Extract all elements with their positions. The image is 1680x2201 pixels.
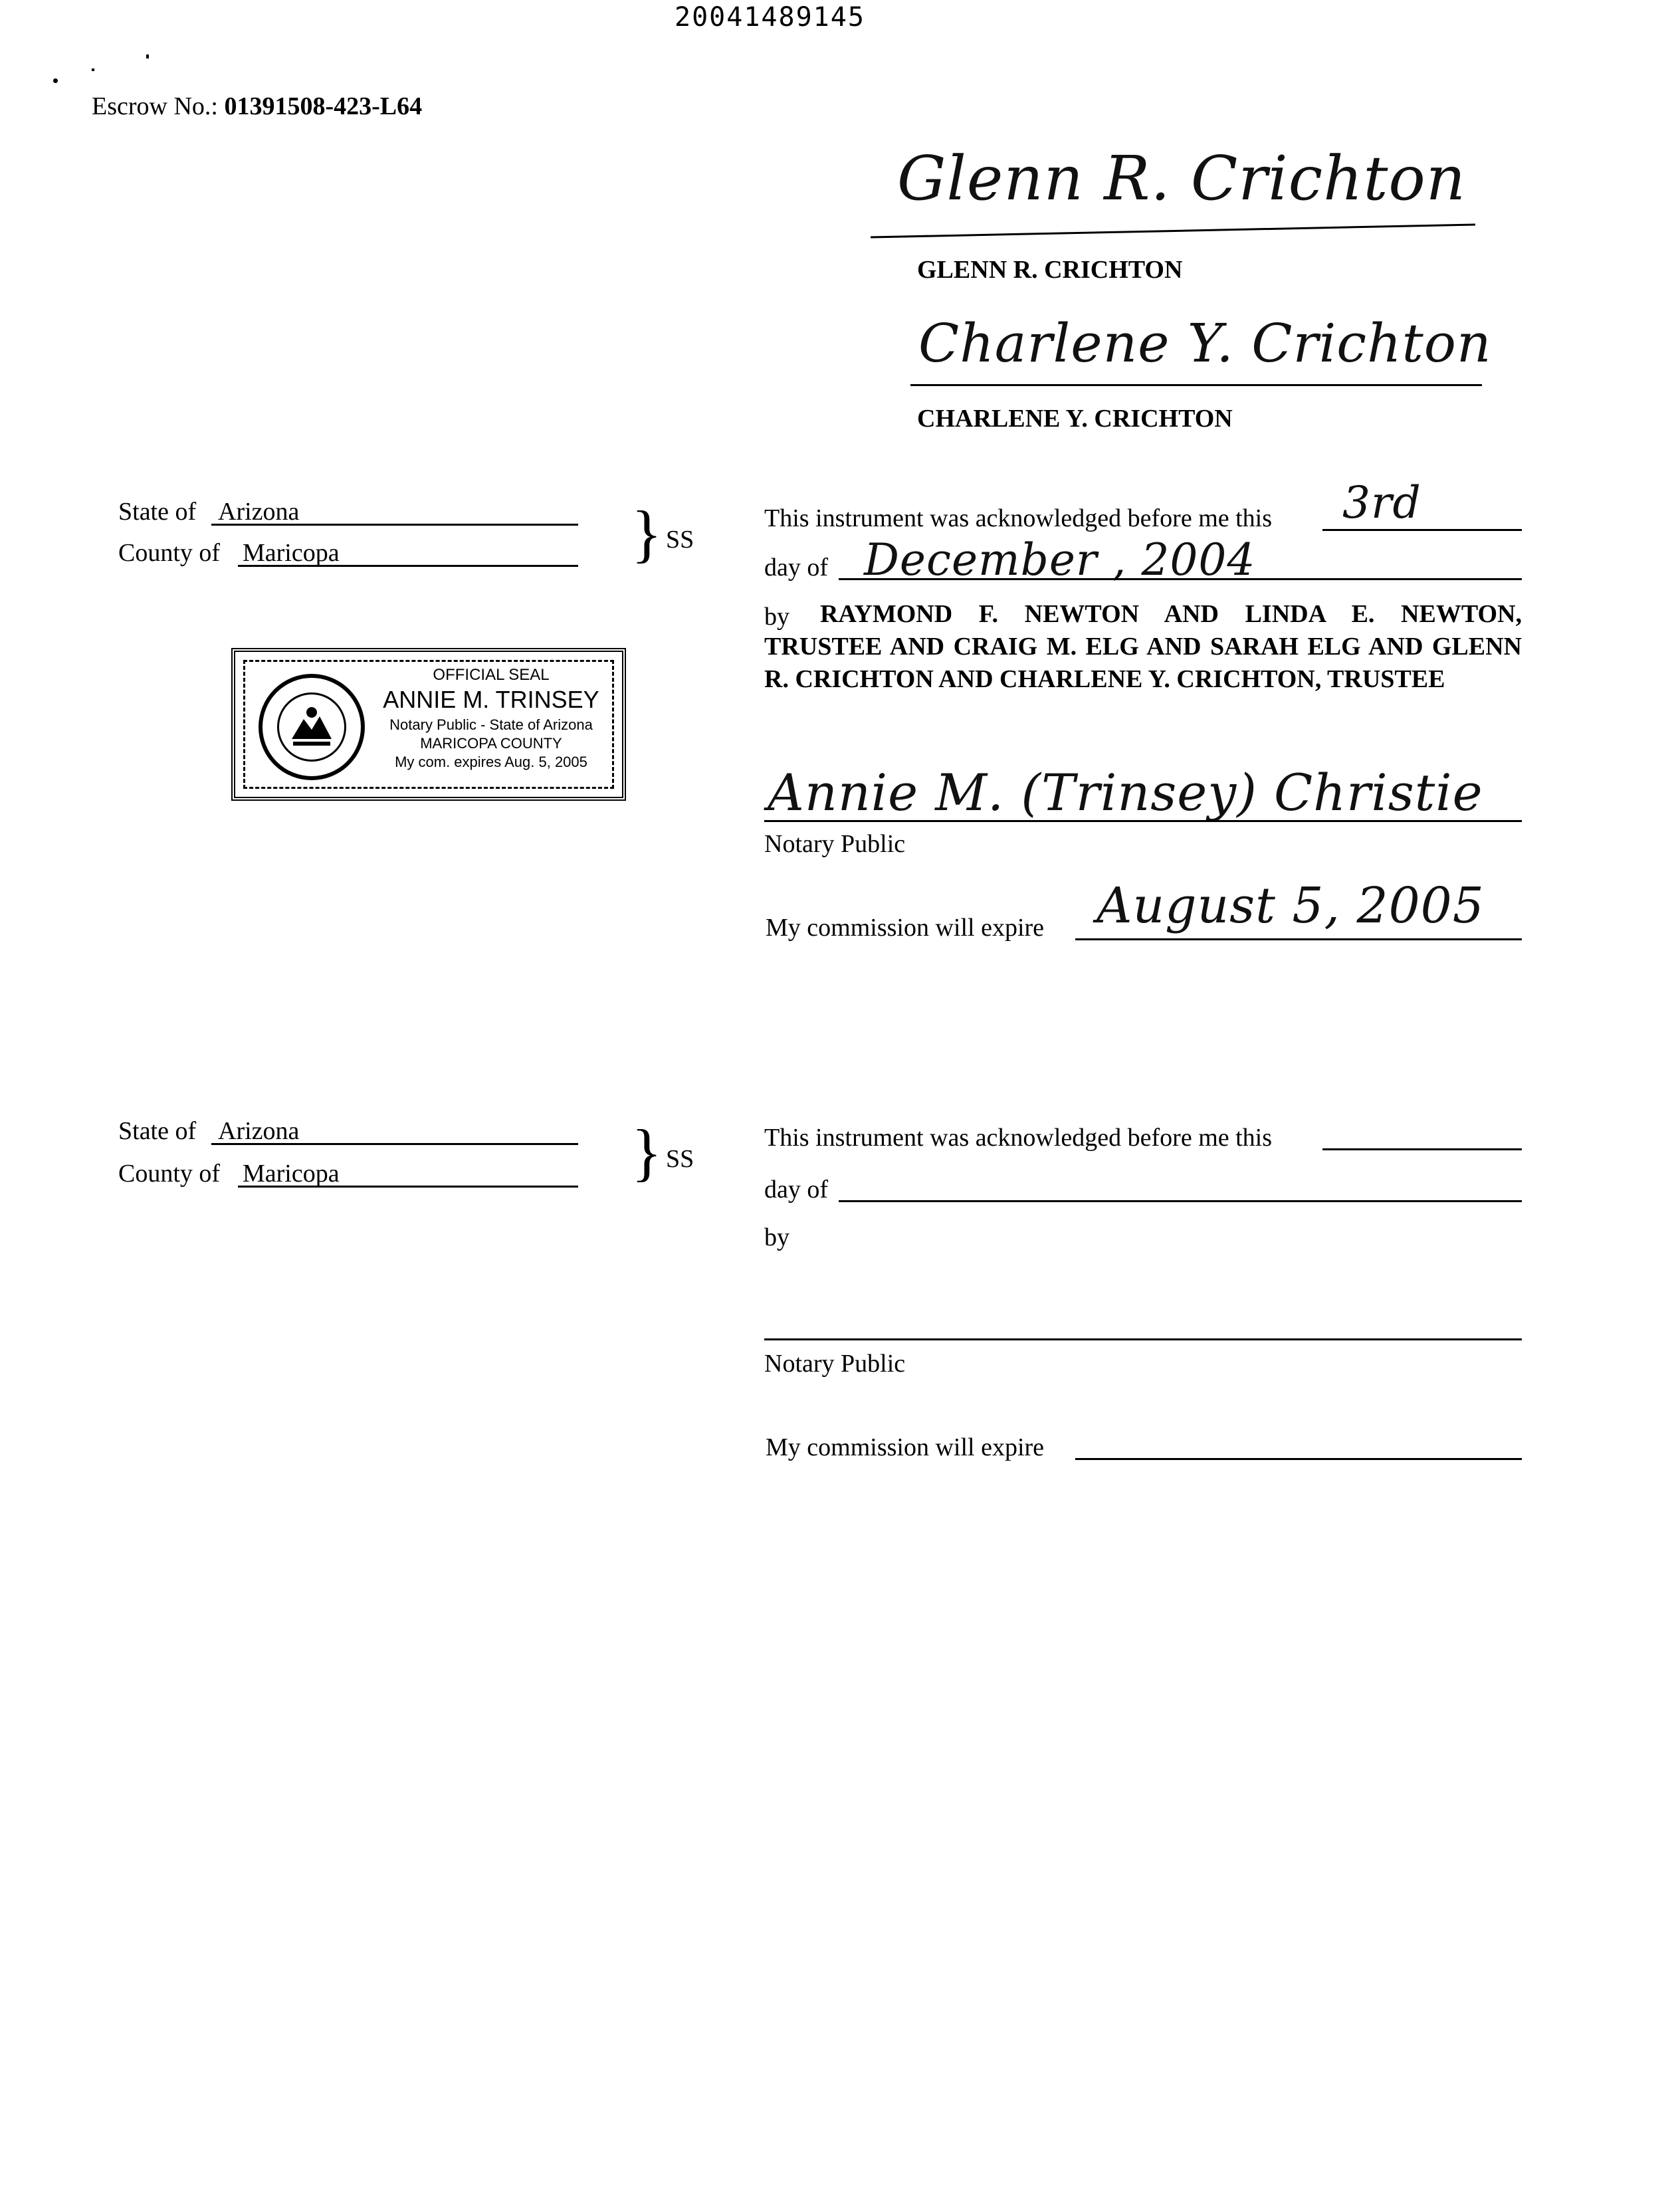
ack-date: December , 2004 xyxy=(864,534,1256,585)
ss-label: SS xyxy=(666,1145,694,1173)
day-of-label: day of xyxy=(764,554,829,581)
ack-day: 3rd xyxy=(1342,477,1421,528)
county-label: County of xyxy=(118,1160,221,1188)
by-label: by xyxy=(764,603,789,631)
by-label: by xyxy=(764,1223,789,1251)
notary-label: Notary Public xyxy=(764,1350,906,1378)
escrow-number: 01391508-423-L64 xyxy=(224,92,423,120)
signature-line xyxy=(910,384,1482,386)
state-value: Arizona xyxy=(218,1117,300,1145)
notary-seal-stamp xyxy=(231,648,626,801)
date-line xyxy=(839,1200,1522,1202)
seal-title: OFFICIAL SEAL xyxy=(433,666,550,684)
scan-speck xyxy=(92,68,94,71)
commission-label: My commission will expire xyxy=(766,1433,1045,1461)
seal-name: ANNIE M. TRINSEY xyxy=(383,686,599,713)
state-line xyxy=(211,1143,578,1145)
state-label: State of xyxy=(118,498,197,526)
commission-line xyxy=(1075,1458,1522,1460)
state-seal-icon xyxy=(259,674,365,780)
county-line xyxy=(238,565,578,567)
day-line xyxy=(1322,529,1522,531)
seal-line-3: My com. expires Aug. 5, 2005 xyxy=(395,754,587,770)
signature-charlene: Charlene Y. Crichton xyxy=(918,312,1492,374)
notary-label: Notary Public xyxy=(764,830,906,858)
brace: } xyxy=(631,1116,663,1188)
ss-label: SS xyxy=(666,526,694,554)
commission-date: August 5, 2005 xyxy=(1097,877,1485,934)
signature-glenn: Glenn R. Crichton xyxy=(897,143,1467,214)
escrow-line xyxy=(92,92,422,121)
notary-signature: Annie M. (Trinsey) Christie xyxy=(768,763,1483,822)
commission-line xyxy=(1075,938,1522,940)
commission-label: My commission will expire xyxy=(766,914,1045,942)
ack-intro: This instrument was acknowledged before me this xyxy=(764,504,1273,532)
signature-line xyxy=(871,223,1475,238)
seal-line-2: MARICOPA COUNTY xyxy=(420,735,562,752)
brace: } xyxy=(631,498,663,569)
scan-speck xyxy=(146,54,149,58)
scan-speck xyxy=(53,78,58,83)
state-line xyxy=(211,524,578,526)
day-line xyxy=(1322,1148,1522,1150)
county-label: County of xyxy=(118,539,221,567)
ack-intro: This instrument was acknowledged before me this xyxy=(764,1124,1273,1152)
notary-line xyxy=(764,820,1522,822)
county-value: Maricopa xyxy=(243,1160,340,1188)
ack-parties: RAYMOND F. NEWTON AND LINDA E. NEWTON, TRUSTEE AND CRAIG M. ELG AND SARAH ELG AND GLENN R. CRICHTON AND CHARLENE Y. CRICHTON, TRUSTEE xyxy=(764,600,1522,693)
state-value: Arizona xyxy=(218,498,300,526)
seal-border xyxy=(243,660,614,789)
county-value: Maricopa xyxy=(243,539,340,567)
state-label: State of xyxy=(118,1117,197,1145)
date-line xyxy=(839,578,1522,580)
seal-line-1: Notary Public - State of Arizona xyxy=(389,716,593,733)
signer-name-charlene: CHARLENE Y. CRICHTON xyxy=(917,405,1233,433)
signer-name-glenn: GLENN R. CRICHTON xyxy=(917,256,1183,284)
escrow-label: Escrow No.: xyxy=(92,92,218,120)
county-line xyxy=(238,1186,578,1188)
notary-line xyxy=(764,1338,1522,1340)
document-number: 20041489145 xyxy=(675,2,865,33)
day-of-label: day of xyxy=(764,1176,829,1204)
